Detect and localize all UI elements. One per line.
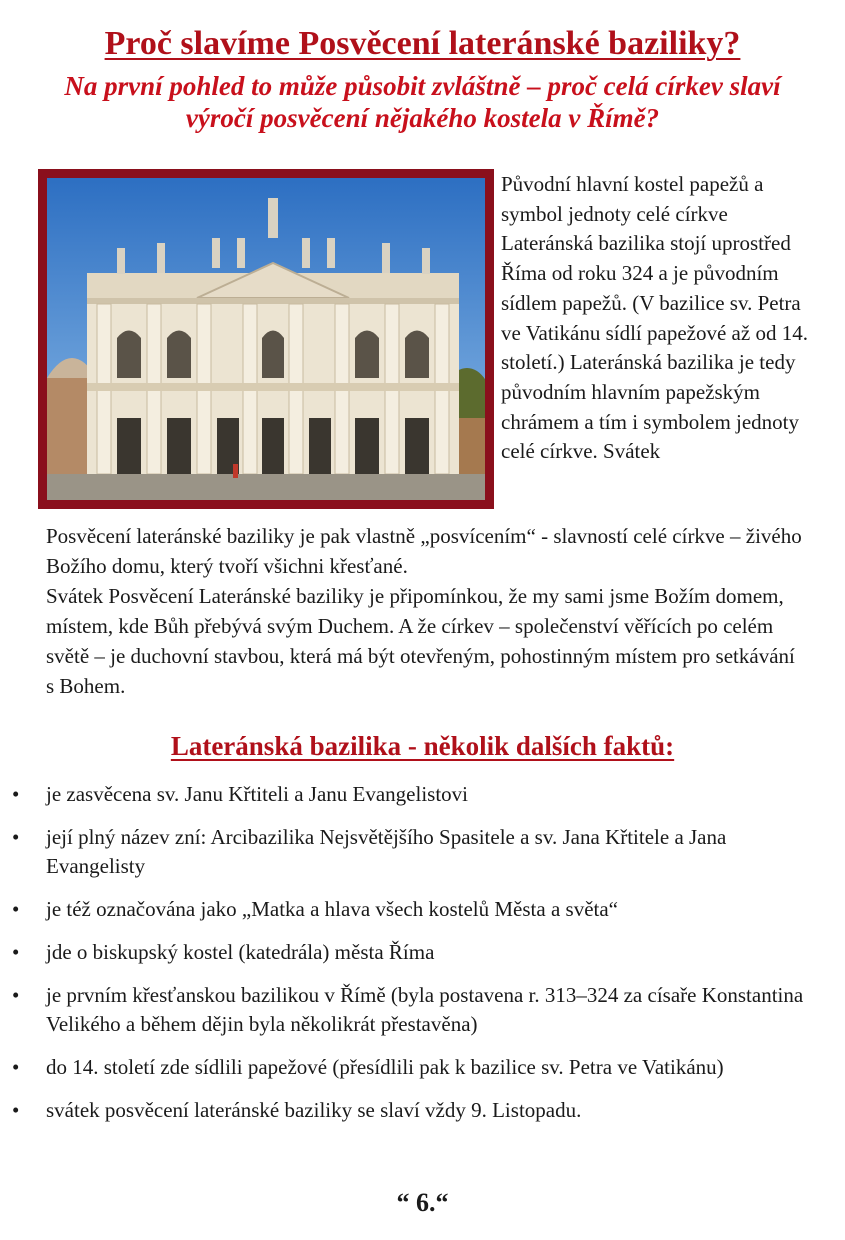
bullet-icon: • [12, 983, 20, 1007]
facts-list [0, 780, 845, 1139]
intro-continued-paragraph: Posvěcení lateránské baziliky je pak vlastně „posvícením“ - slavností celé církve – živého Božího domu, který tvoří všichni křesťané. [46, 524, 802, 578]
facts-heading: Lateránská bazilika - několik dalších faktů: [170, 731, 675, 761]
fact-text: její plný název zní: Arcibazilika Nejsvětějšího Spasitele a sv. Jana Křtitele a Jana Evangelisty [46, 825, 727, 878]
bullet-icon: • [12, 940, 20, 964]
bullet-icon: • [12, 1098, 20, 1122]
fact-text: je zasvěcena sv. Janu Křtiteli a Janu Evangelistovi [46, 782, 468, 806]
second-paragraph: Svátek Posvěcení Lateránské baziliky je připomínkou, že my sami jsme Božím domem, místem, kde Bůh přebývá svým Duchem. A že církev – společenství věřících po celém světě – je duchovní stavbou, která má být otevřeným, pohostinným místem pro setkávání s Bohem. [46, 584, 795, 698]
bullet-icon: • [12, 782, 20, 806]
fact-text: svátek posvěcení lateránské baziliky se slaví vždy 9. Listopadu. [46, 1098, 582, 1122]
fact-text: je prvním křesťanskou bazilikou v Římě (byla postavena r. 313–324 za císaře Konstantina Velikého a během dějin byla několikrát přestavěna) [46, 983, 804, 1036]
list-item [0, 1096, 806, 1125]
intro-wrapped-paragraph: Původní hlavní kostel papežů a symbol jednoty celé církve Lateránská bazilika stojí uprostřed Říma od roku 324 a je původním sídlem papežů. (V bazilice sv. Petra ve Vatikánu sídlí papežové až od 14. století.) Lateránská bazilika je tedy původním hlavním papežským chrámem a tím i symbolem jednoty celé církve. Svátek [501, 172, 808, 464]
page-subtitle: Na první pohled to může působit zvláštně – proč celá církev slaví výročí posvěcení nějakého kostela v Římě? [64, 71, 781, 133]
list-item [0, 938, 806, 967]
intro-text-wrapped [501, 170, 811, 467]
page-title: Proč slavíme Posvěcení lateránské baziliky? [104, 25, 741, 62]
fact-text: jde o biskupský kostel (katedrála) města Říma [46, 940, 435, 964]
basilica-photo [38, 169, 494, 509]
fact-text: je též označována jako „Matka a hlava všech kostelů Města a světa“ [46, 897, 618, 921]
intro-text-continued [46, 521, 806, 701]
page-number: “ 6.“ [396, 1188, 449, 1217]
list-item [0, 895, 806, 924]
list-item [0, 823, 806, 881]
fact-text: do 14. století zde sídlili papežové (přesídlili pak k bazilice sv. Petra ve Vatikánu) [46, 1055, 724, 1079]
bullet-icon: • [12, 1055, 20, 1079]
bullet-icon: • [12, 897, 20, 921]
list-item [0, 981, 806, 1039]
bullet-icon: • [12, 825, 20, 849]
list-item [0, 780, 806, 809]
list-item [0, 1053, 806, 1082]
